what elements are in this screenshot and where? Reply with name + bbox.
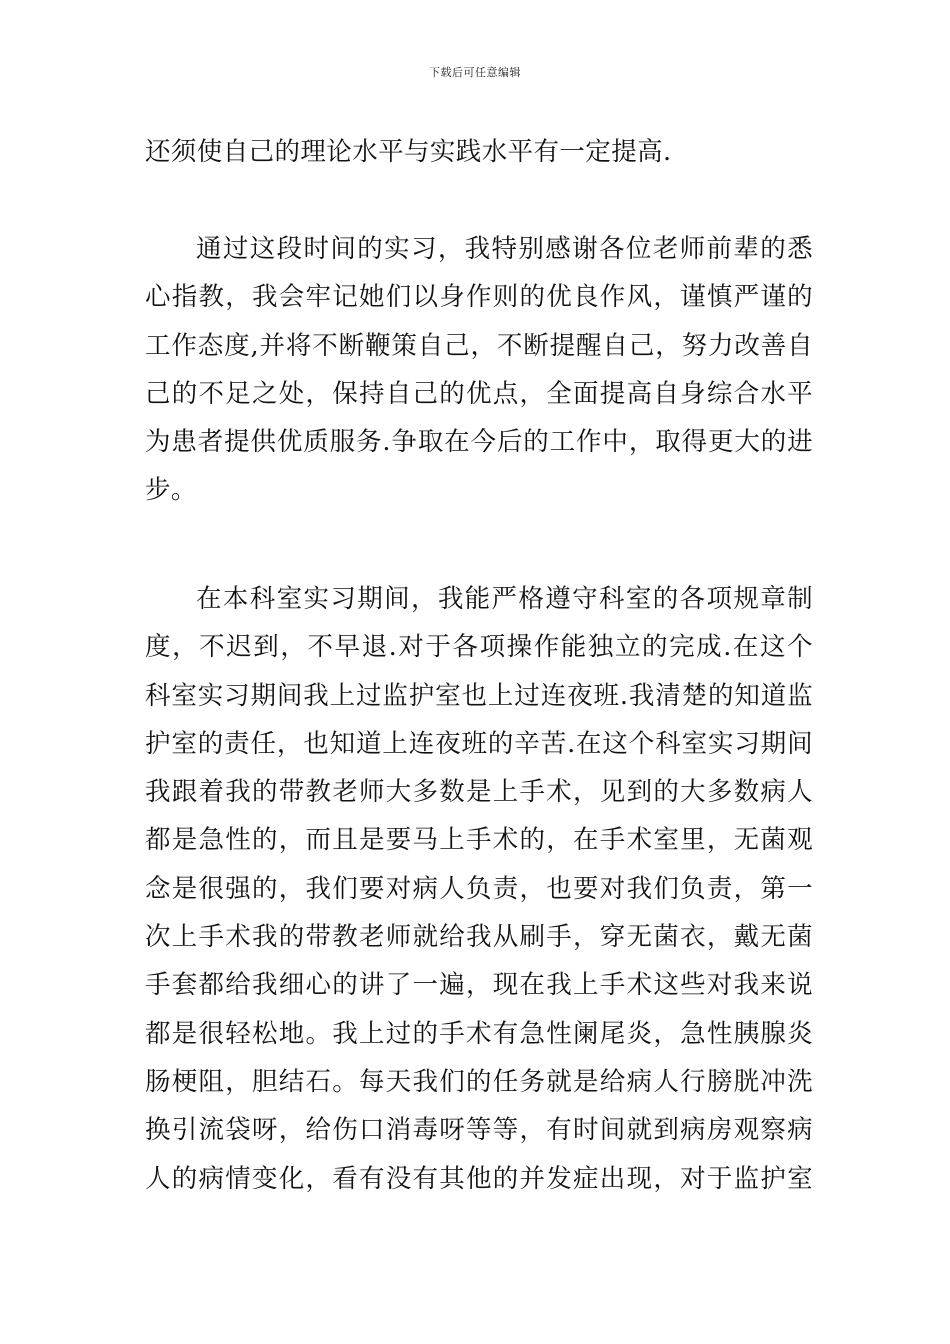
text-line: 通过这段时间的实习，我特别感谢各位老师前辈的悉 [196,234,813,264]
header-note: 下载后可任意编辑 [429,66,521,79]
text-line: 科室实习期间我上过监护室也上过连夜班.我清楚的知道监 [145,680,813,711]
text-line: 都是急性的，而且是要马上手术的，在手术室里，无菌观 [145,825,813,856]
paragraph-3 [145,575,813,1203]
text-line: 次上手术我的带教老师就给我从刷手，穿无菌衣，戴无菌 [145,922,813,953]
text-line: 换引流袋呀，给伤口消毒呀等等，有时间就到病房观察病 [145,1115,813,1146]
text-line: 为患者提供优质服务.争取在今后的工作中，取得更大的进 [145,427,813,458]
text-line: 肠梗阻，胆结石。每天我们的任务就是给病人行膀胱冲洗 [145,1066,813,1097]
text-line: 护室的责任，也知道上连夜班的辛苦.在这个科室实习期间 [145,728,813,759]
text-line: 我跟着我的带教老师大多数是上手术，见到的大多数病人 [145,777,813,808]
text-line: 人的病情变化，看有没有其他的并发症出现，对于监护室 [145,1163,813,1194]
text-line: 念是很强的，我们要对病人负责，也要对我们负责，第一 [145,873,813,904]
text-line: 都是很轻松地。我上过的手术有急性阑尾炎，急性胰腺炎 [145,1018,813,1049]
paragraph-1 [145,128,813,176]
paragraph-2 [145,225,813,515]
text-line: 度，不迟到，不早退.对于各项操作能独立的完成.在这个 [145,632,813,663]
text-line: 还须使自己的理论水平与实践水平有一定提高. [145,137,672,167]
text-line: 在本科室实习期间，我能严格遵守科室的各项规章制 [196,584,813,614]
text-line: 己的不足之处，保持自己的优点，全面提高自身综合水平 [145,378,813,409]
text-line: 工作态度,并将不断鞭策自己，不断提醒自己，努力改善自 [145,330,813,361]
text-line: 手套都给我细心的讲了一遍，现在我上手术这些对我来说 [145,970,813,1001]
text-line: 心指教，我会牢记她们以身作则的优良作风，谨慎严谨的 [145,282,813,313]
text-line: 步。 [145,475,197,506]
page-header [0,66,950,80]
